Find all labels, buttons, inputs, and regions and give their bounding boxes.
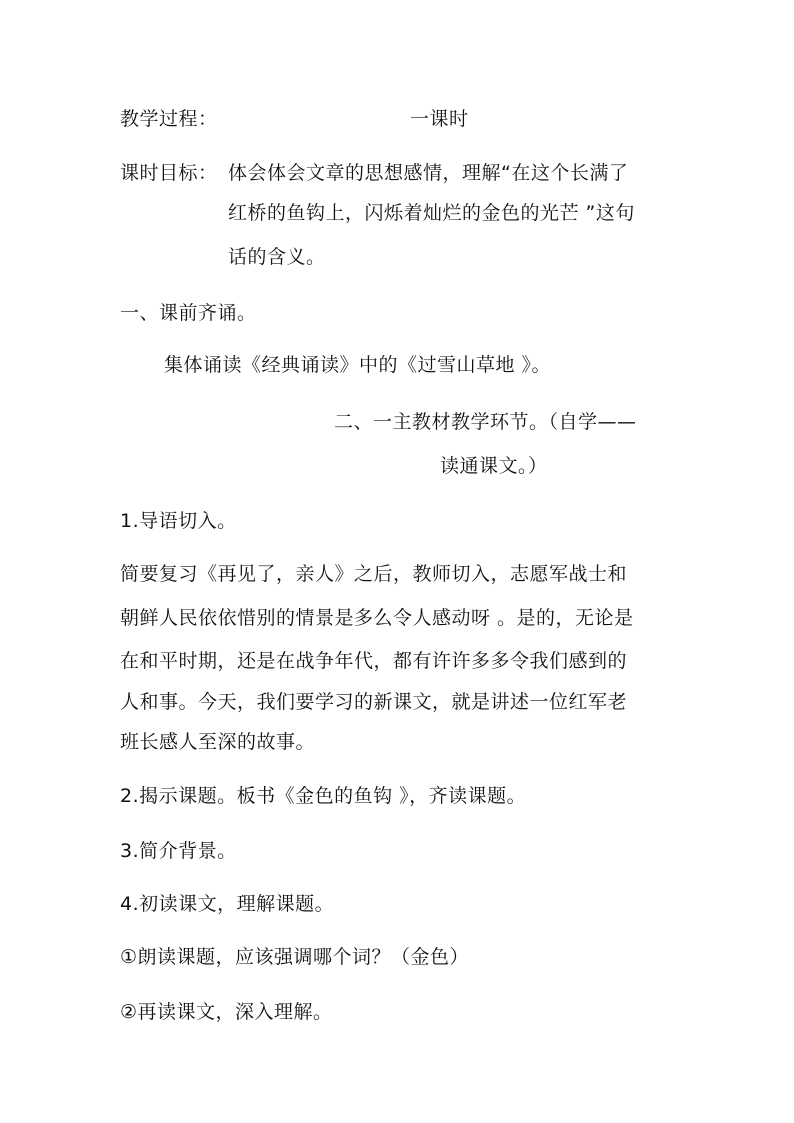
teaching-process-label: 教学过程：: [120, 108, 218, 130]
lesson-goal-line-3: 话的含义。: [228, 246, 326, 268]
section-2-heading-line-2: 读通课文。）: [440, 455, 548, 477]
lesson-count: 一课时: [410, 108, 469, 130]
paragraph-line-3: 在和平时期，还是在战争年代，都有许许多多令我们感到的: [120, 650, 628, 672]
section-1-heading: 一、课前齐诵。: [120, 302, 257, 324]
paragraph-line-1: 简要复习《再见了，亲人》之后，教师切入，志愿军战士和: [120, 563, 628, 585]
step-2: 2.揭示课题。板书《金色的鱼钩 》，齐读课题。: [120, 785, 527, 807]
lesson-goal-line-1: 体会体会文章的思想感情，理解“在这个长满了: [228, 162, 629, 184]
sub-step-2: ②再读课文，深入理解。: [120, 1001, 333, 1023]
section-2-heading-line-1: 二、一主教材教学环节。（自学——: [334, 411, 637, 433]
section-1-body: 集体诵读《经典诵读》中的《过雪山草地 》。: [164, 354, 552, 376]
paragraph-line-2: 朝鲜人民依依惜别的情景是多么令人感动呀 。是的，无论是: [120, 607, 634, 629]
sub-step-1: ①朗读课题，应该强调哪个词？（金色）: [120, 946, 470, 968]
step-1: 1.导语切入。: [120, 510, 237, 532]
step-3: 3.简介背景。: [120, 840, 237, 862]
lesson-goal-label: 课时目标：: [120, 162, 218, 184]
lesson-goal-line-2: 红桥的鱼钩上，闪烁着灿烂的金色的光芒 ”这句: [228, 202, 635, 224]
paragraph-line-4: 人和事。今天，我们要学习的新课文，就是讲述一位红军老: [120, 691, 628, 713]
step-4: 4.初读课文，理解课题。: [120, 893, 335, 915]
paragraph-line-5: 班长感人至深的故事。: [120, 731, 316, 753]
